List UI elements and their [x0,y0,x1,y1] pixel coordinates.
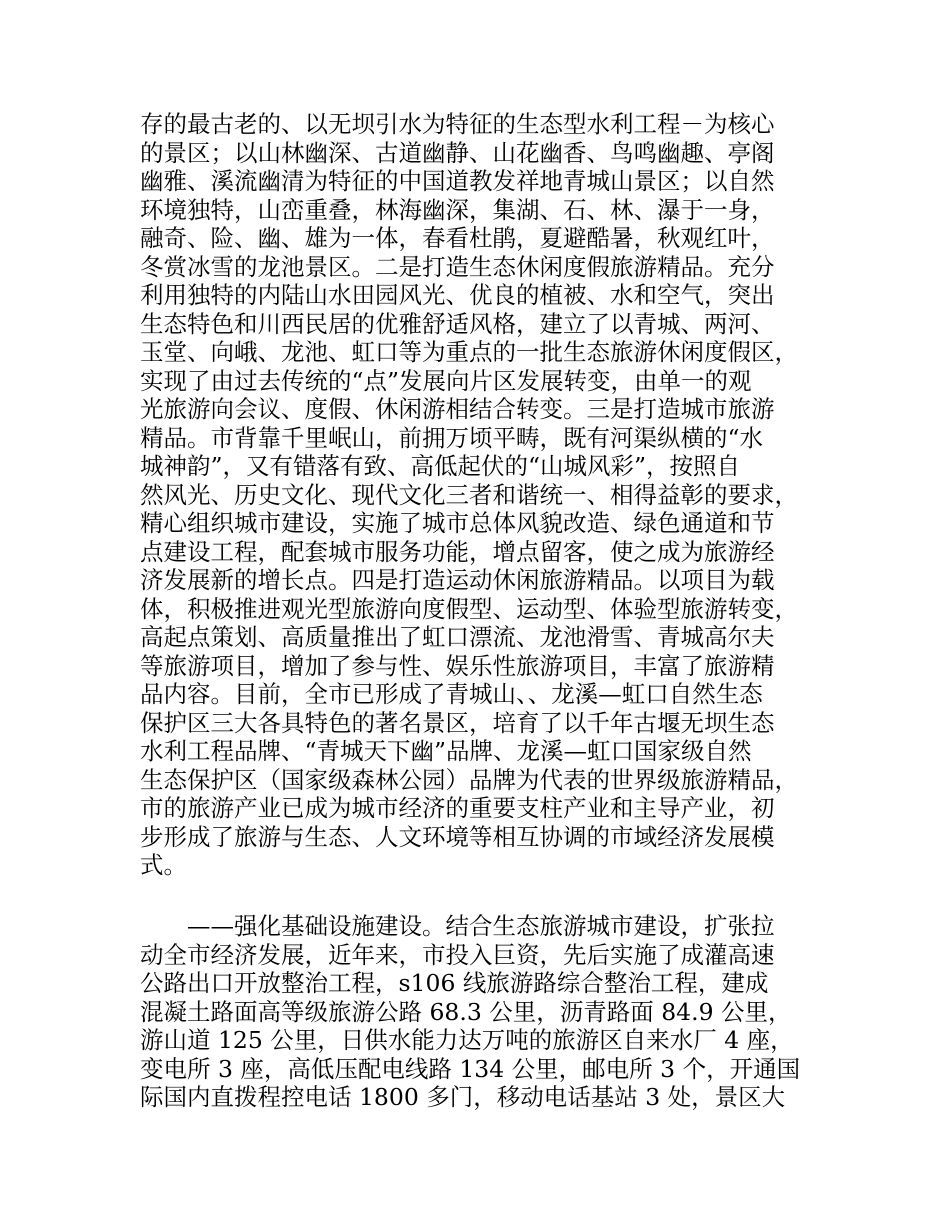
text-line: 动全市经济发展，近年来，市投入巨资，先后实施了成灌高速 [140,940,775,969]
text-line: 然风光、历史文化、现代文化三者和谐统一、相得益彰的要求， [140,480,798,509]
text-line: 混凝土路面高等级旅游公路 68.3 公里，沥青路面 84.9 公里， [140,997,792,1026]
text-line: 存的最古老的、以无坝引水为特征的生态型水利工程－为核心 [140,110,775,138]
text-line: 公路出口开放整治工程，s106 线旅游路综合整治工程，建成 [140,969,769,997]
text-line: 光旅游向会议、度假、休闲游相结合转变。三是打造城市旅游 [140,395,775,423]
paragraph-1 [140,110,830,880]
text-line: 的景区；以山林幽深、古道幽静、山花幽香、鸟鸣幽趣、亭阁 [140,138,775,167]
text-line: 实现了由过去传统的“点”发展向片区发展转变，由单一的观 [140,366,752,395]
text-line: 体，积极推进观光型旅游向度假型、运动型、体验型旅游转变， [140,594,798,623]
text-line: 冬赏冰雪的龙池景区。二是打造生态休闲度假旅游精品。充分 [140,252,775,281]
text-line: 点建设工程，配套城市服务功能，增点留客，使之成为旅游经 [140,537,775,566]
text-line: 高起点策划、高质量推出了虹口漂流、龙池滑雪、青城高尔夫 [140,623,775,651]
text-line: 步形成了旅游与生态、人文环境等相互协调的市域经济发展模 [140,822,775,851]
text-line: 游山道 125 公里，日供水能力达万吨的旅游区自来水厂 4 座， [140,1026,794,1054]
text-line: 式。 [140,851,187,879]
text-line: 等旅游项目，增加了参与性、娱乐性旅游项目，丰富了旅游精 [140,651,775,680]
text-line: 生态保护区（国家级森林公园）品牌为代表的世界级旅游精品， [140,765,798,794]
text-line: ——强化基础设施建设。结合生态旅游城市建设，扩张拉 [140,912,775,940]
text-line: 精品。市背靠千里岷山，前拥万顷平畴，既有河渠纵横的“水 [140,423,764,452]
text-line: 城神韵”，又有错落有致、高低起伏的“山城风彩”，按照自 [140,452,741,480]
text-line: 精心组织城市建设，实施了城市总体风貌改造、绿色通道和节 [140,509,775,537]
text-line: 生态特色和川西民居的优雅舒适风格，建立了以青城、两河、 [140,309,775,338]
text-line: 际国内直拨程控电话 1800 多门，移动电话基站 3 处，景区大 [140,1083,786,1111]
text-line: 变电所 3 座，高低压配电线路 134 公里，邮电所 3 个，开通国 [140,1054,801,1083]
paragraph-2 [140,912,830,1112]
text-line: 水利工程品牌、“青城天下幽”品牌、龙溪—虹口国家级自然 [140,737,752,765]
text-line: 融奇、险、幽、雄为一体，春看杜鹃，夏避酷暑，秋观红叶， [140,224,775,252]
text-line: 保护区三大各具特色的著名景区，培育了以千年古堰无坝生态 [140,708,775,737]
text-line: 济发展新的增长点。四是打造运动休闲旅游精品。以项目为载 [140,566,775,594]
text-line: 玉堂、向峨、龙池、虹口等为重点的一批生态旅游休闲度假区， [140,338,798,366]
text-line: 环境独特，山峦重叠，林海幽深，集湖、石、林、瀑于一身， [140,195,775,224]
text-line: 利用独特的内陆山水田园风光、优良的植被、水和空气，突出 [140,281,775,309]
text-line: 市的旅游产业已成为城市经济的重要支柱产业和主导产业，初 [140,794,775,822]
text-line: 幽雅、溪流幽清为特征的中国道教发祥地青城山景区；以自然 [140,167,775,195]
text-line: 品内容。目前，全市已形成了青城山、、龙溪—虹口自然生态 [140,680,763,708]
